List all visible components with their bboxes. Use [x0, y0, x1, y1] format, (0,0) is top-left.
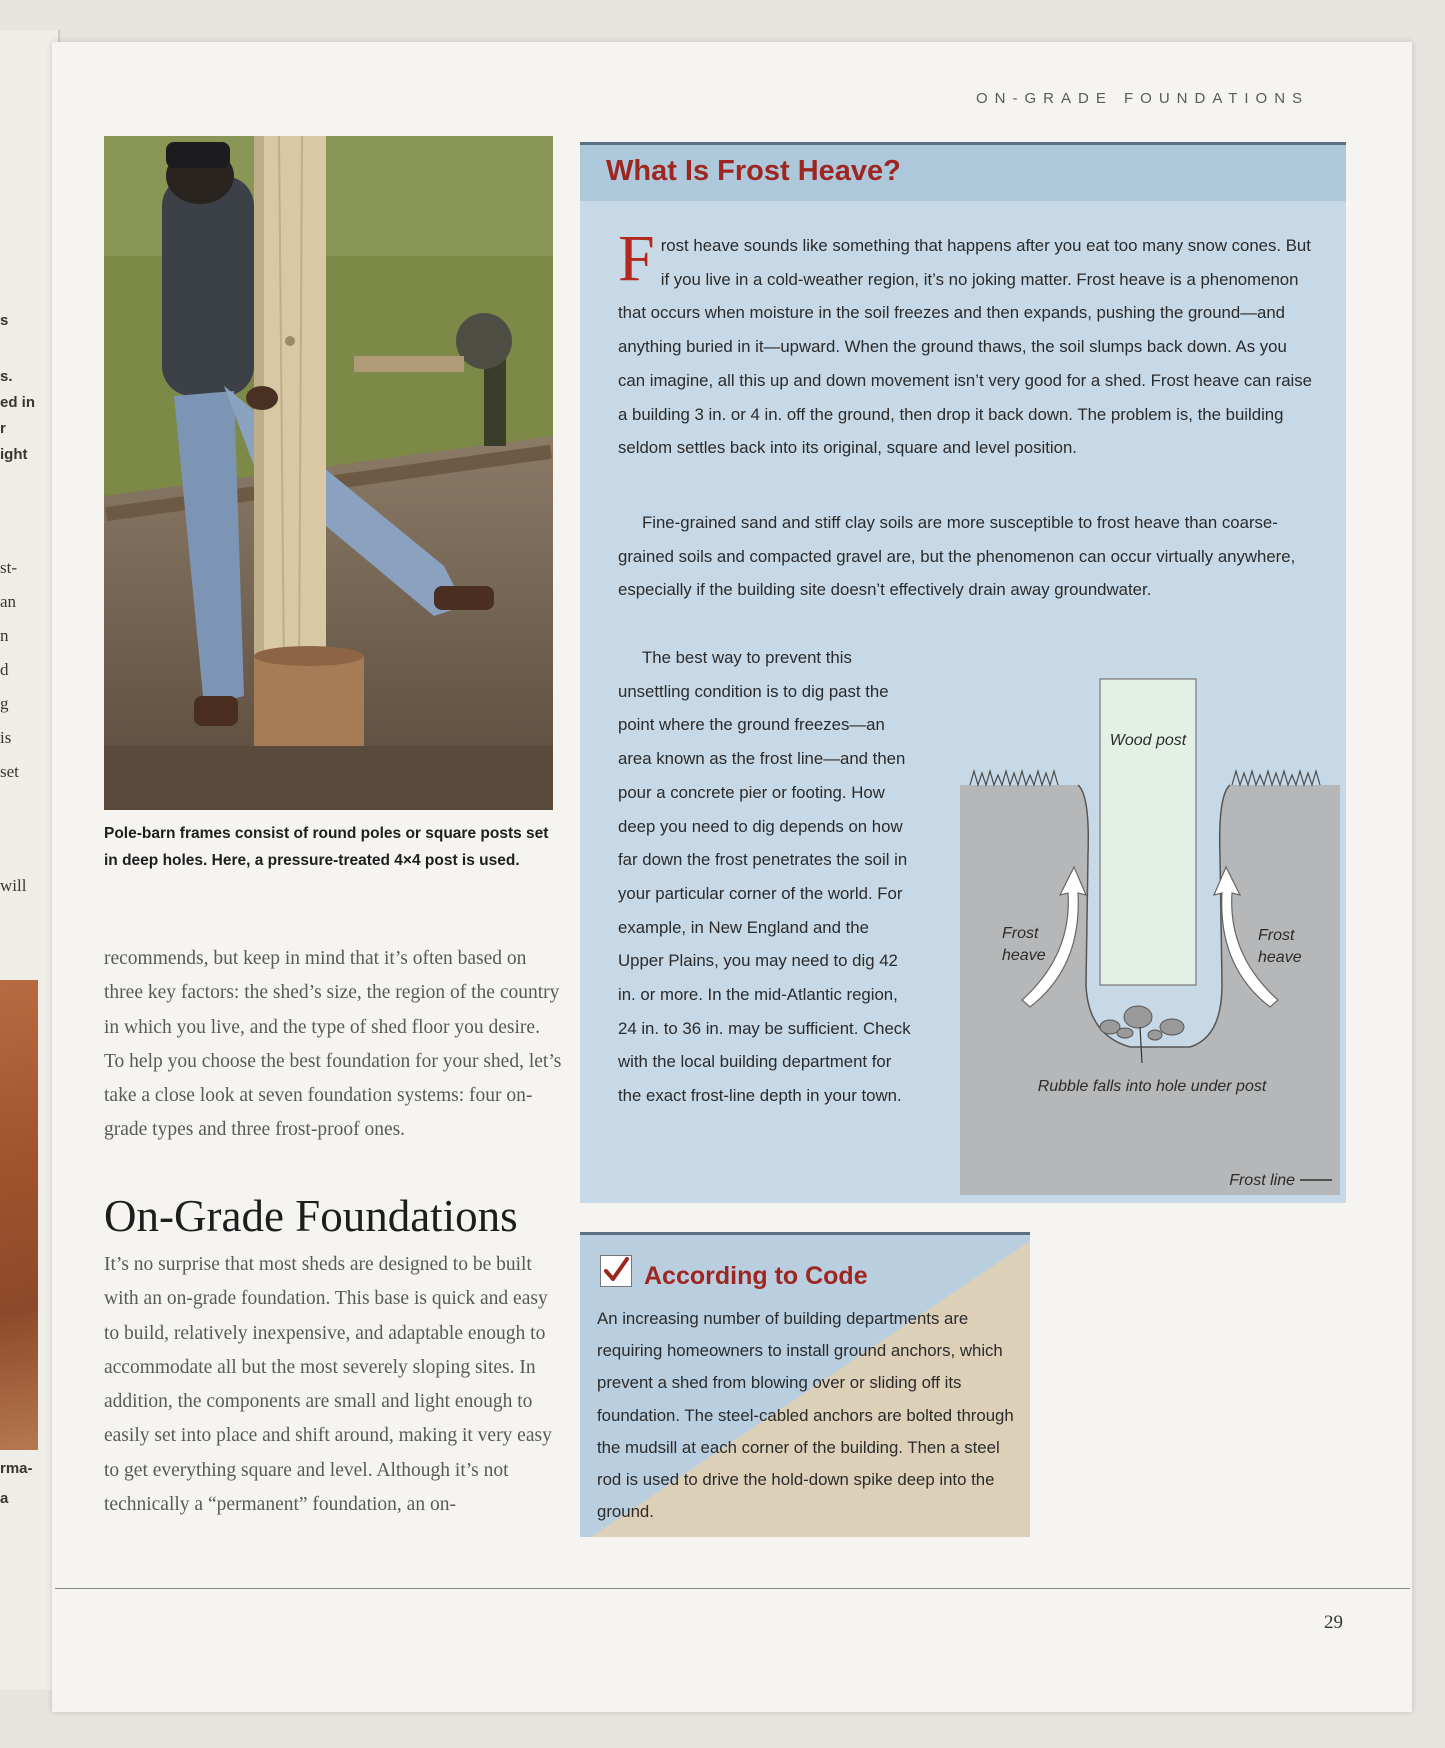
grass-right — [1232, 771, 1320, 785]
frost-heave-label-left: Frost — [1002, 925, 1039, 942]
adjacent-page — [0, 30, 60, 1690]
adjacent-text-fragment: d — [0, 660, 9, 679]
rubble — [1100, 1006, 1184, 1040]
sidebar-paragraph-text: rost heave sounds like something that happens after you eat too many snow cones. But if you live in a cold-weather region, it’s no joking matter. Frost heave is a phenomenon that occurs when moisture in the soil freezes and then expands, pushing the ground—and anything buried in it—upward. When the ground thaws, the soil slumps back down. As you can imagine, all this up and down movement isn’t very good for a shed. Frost heave can raise a building 3 in. or 4 in. off the ground, then drop it back down. The problem is, the building seldom settles back into its original, square and level position. — [618, 236, 1312, 458]
adjacent-text-fragment: s — [0, 312, 9, 329]
footer-rule — [55, 1588, 1410, 1589]
drop-cap: F — [618, 222, 655, 295]
section-heading: On-Grade Foundations — [104, 1191, 518, 1241]
adjacent-text-fragment: will — [0, 876, 27, 895]
frost-heave-label-left: heave — [1002, 947, 1046, 964]
sidebar-paragraph: The best way to prevent this unsettling condition is to dig past the point where the ground freezes—an area known as the frost line—and then pour a concrete pier or footing. How deep you need to dig depends on how far down the frost penetrates the soil in your particular corner of the world. For example, in New England and the Upper Plains, you may need to dig 42 in. or more. In the mid-Atlantic region, 24 in. to 36 in. may be sufficient. Check with the local building department for the exact frost-line depth in your town. — [618, 648, 911, 1106]
frost-heave-diagram — [960, 655, 1340, 1195]
photo-caption: Pole-barn frames consist of round poles or square posts set in deep holes. Here, a pressure-treated 4×4 post is used. — [104, 825, 549, 869]
adjacent-text-fragment: r — [0, 420, 6, 437]
post-label: Wood post — [1109, 732, 1187, 749]
running-head: ON-GRADE FOUNDATIONS — [976, 90, 1310, 107]
sidebar-header — [580, 145, 1346, 201]
intro-paragraph: recommends, but keep in mind that it’s often based on three key factors: the shed’s size, the region of the country in which you live, and the type of shed floor you desire. To help you choose the best foundation for your shed, let’s take a close look at seven foundation systems: four on-grade types and three frost-proof ones. — [104, 948, 562, 1141]
frost-heave-sidebar — [580, 142, 1346, 1203]
sidebar-paragraph: Fine-grained sand and stiff clay soils are more susceptible to frost heave than coarse-grained soils and compacted gravel are, but the phenomenon can occur virtually anywhere, especially if the building site doesn’t effectively drain away groundwater. — [618, 513, 1296, 600]
adjacent-text-fragment: an — [0, 592, 17, 611]
code-box-title: According to Code — [644, 1262, 868, 1290]
code-box-body: An increasing number of building departments are requiring homeowners to install ground anchors, which prevent a shed from blowing over or sliding off its foundation. The steel-cabled anchors are bolted through the mudsill at each corner of the building. Then a steel rod is used to drive the hold-down spike deep into the ground. — [597, 1309, 1014, 1522]
sidebar-paragraph — [618, 222, 1318, 465]
adjacent-text-fragment: ed in — [0, 394, 36, 411]
adjacent-text-fragment: ight — [0, 446, 28, 463]
adjacent-photo — [0, 980, 38, 1450]
grass-left — [970, 771, 1058, 785]
rubble-label: Rubble falls into hole under post — [1037, 1078, 1267, 1095]
adjacent-text-fragment: n — [0, 626, 9, 645]
section-body: It’s no surprise that most sheds are designed to be built with an on-grade foundation. This base is quick and easy to build, relatively inexpensive, and adaptable enough to accommodate all but the most severely sloping sites. In addition, the components are small and light enough to easily set into place and shift around, making it very easy to get everything square and level. Although it’s not technically a “permanent” foundation, an on- — [104, 1254, 552, 1516]
adjacent-text-fragment: g — [0, 694, 9, 713]
sidebar-title: What Is Frost Heave? — [606, 155, 901, 187]
adjacent-text-fragment: is — [0, 728, 12, 747]
adjacent-text-fragment: st- — [0, 558, 17, 577]
wood-post — [1100, 679, 1196, 985]
pole-barn-photo — [104, 136, 553, 810]
frost-line-label: Frost line — [1229, 1172, 1295, 1189]
according-to-code-box — [580, 1232, 1030, 1537]
page-number: 29 — [1324, 1612, 1343, 1633]
checkmark-icon — [600, 1255, 632, 1287]
adjacent-text-fragment: set — [0, 762, 19, 781]
adjacent-text-fragment: rma- — [0, 1460, 33, 1477]
adjacent-text-fragment: s. — [0, 368, 13, 385]
frost-heave-label-right: Frost — [1258, 927, 1295, 944]
adjacent-text-fragment: a — [0, 1490, 9, 1507]
frost-heave-label-right: heave — [1258, 949, 1302, 966]
